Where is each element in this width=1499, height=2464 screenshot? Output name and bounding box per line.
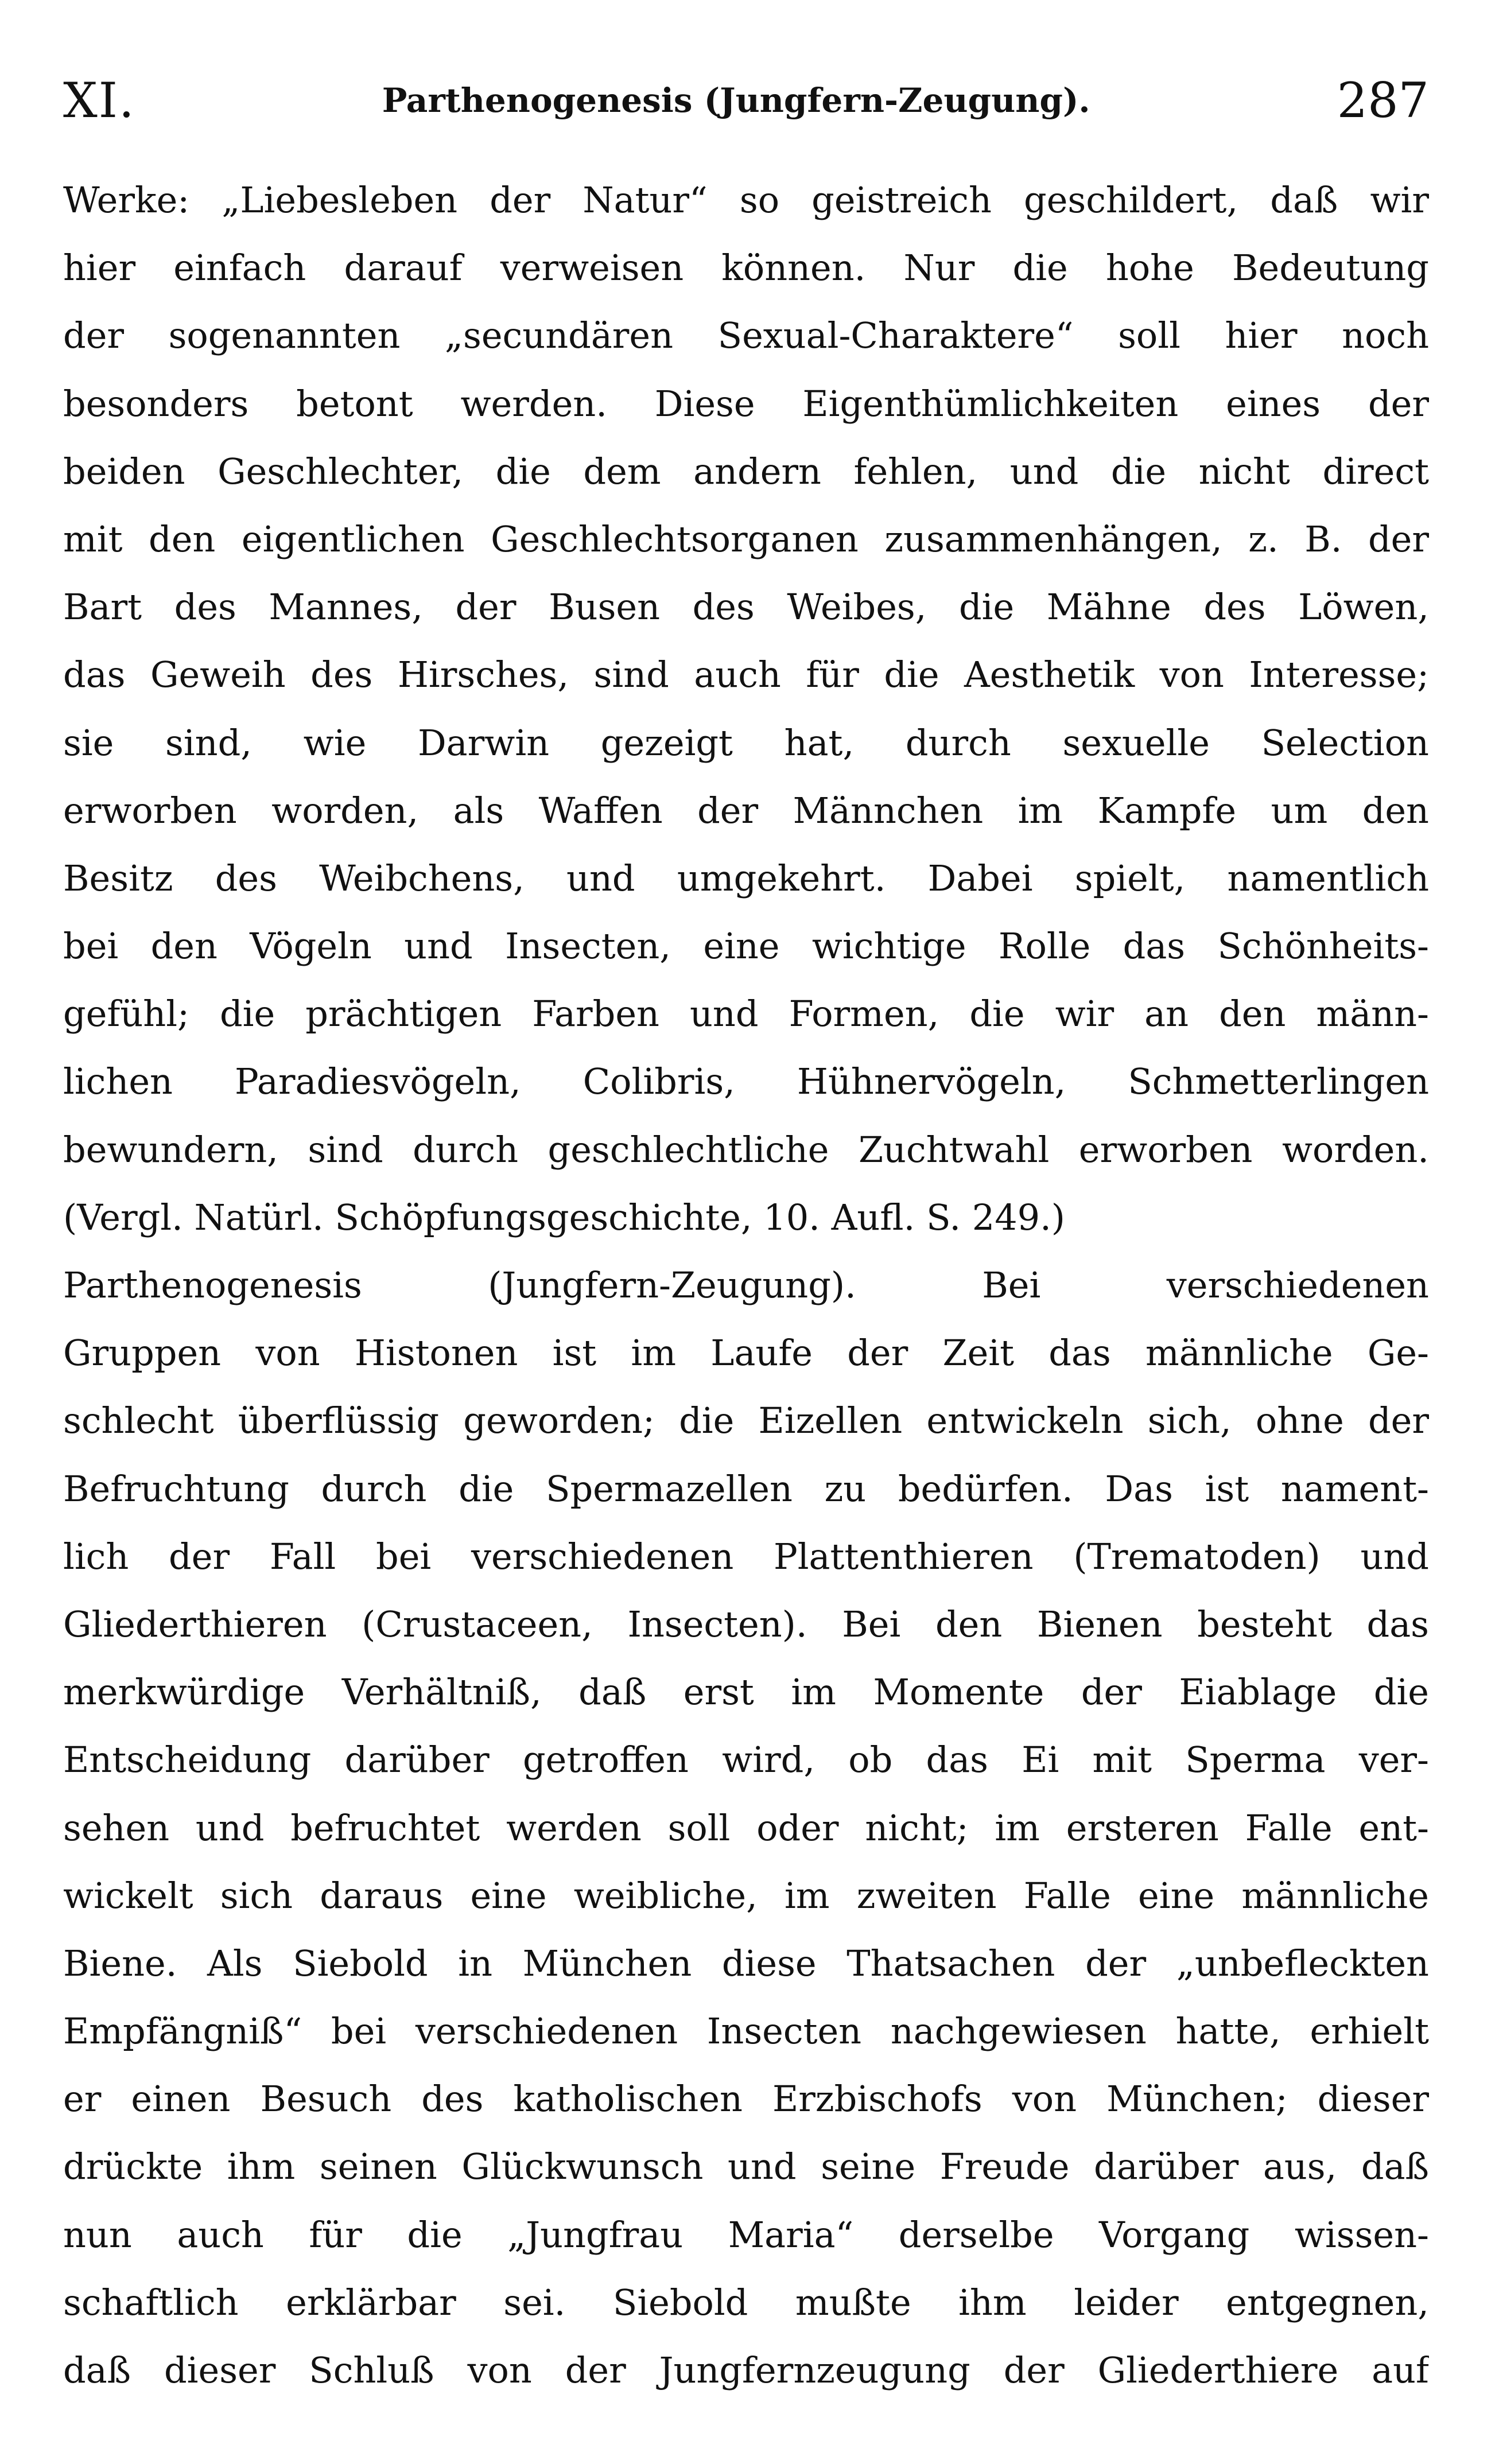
text-line: Besitz des Weibchens, und umgekehrt. Dabei spielt, namentlich — [63, 857, 1429, 899]
page-header — [63, 69, 1429, 132]
text-line: sehen und befruchtet werden soll oder nicht; im ersteren Falle ent- — [63, 1806, 1429, 1849]
text-line: merkwürdige Verhältniß, daß erst im Momente der Eiablage die — [63, 1671, 1429, 1713]
text-line: beiden Geschlechter, die dem andern fehlen, und die nicht direct — [63, 450, 1429, 492]
text-line: (Vergl. Natürl. Schöpfungsgeschichte, 10. Aufl. S. 249.) — [63, 1196, 1065, 1238]
text-line: daß dieser Schluß von der Jungfernzeugung der Gliederthiere auf — [63, 2349, 1429, 2391]
page-number: 287 — [1337, 72, 1429, 129]
text-line: bei den Vögeln und Insecten, eine wichtige Rolle das Schönheits- — [63, 925, 1429, 967]
text-line: Empfängniß“ bei verschiedenen Insecten nachgewiesen hatte, erhielt — [63, 2010, 1429, 2053]
text-line: erworben worden, als Waffen der Männchen im Kampfe um den — [63, 789, 1429, 831]
text-line: mit den eigentlichen Geschlechtsorganen zusammenhängen, z. B. der — [63, 518, 1429, 560]
text-line: hier einfach darauf verweisen können. Nur die hohe Bedeutung — [63, 247, 1429, 289]
text-line: schlecht überflüssig geworden; die Eizellen entwickeln sich, ohne der — [63, 1400, 1429, 1442]
text-line: Werke: „Liebesleben der Natur“ so geistreich geschildert, daß wir — [63, 179, 1429, 221]
text-line: das Geweih des Hirsches, sind auch für die Aesthetik von Interesse; — [63, 654, 1429, 696]
text-line: schaftlich erklärbar sei. Siebold mußte ihm leider entgegnen, — [63, 2281, 1429, 2323]
text-line: er einen Besuch des katholischen Erzbischofs von München; dieser — [63, 2078, 1429, 2120]
text-line: drückte ihm seinen Glückwunsch und seine Freude darüber aus, daß — [63, 2146, 1429, 2188]
running-title: Parthenogenesis (Jungfern-Zeugung). — [382, 81, 1090, 120]
text-line: der sogenannten „secundären Sexual-Charaktere“ soll hier noch — [63, 314, 1429, 357]
text-line: lichen Paradiesvögeln, Colibris, Hühnervögeln, Schmetterlingen — [63, 1060, 1429, 1103]
text-line: besonders betont werden. Diese Eigenthümlichkeiten eines der — [63, 382, 1429, 425]
text-line: Gliederthieren (Crustaceen, Insecten). Bei den Bienen besteht das — [63, 1603, 1429, 1645]
text-line: nun auch für die „Jungfrau Maria“ derselbe Vorgang wissen- — [63, 2213, 1429, 2256]
text-line: Befruchtung durch die Spermazellen zu bedürfen. Das ist nament- — [63, 1467, 1429, 1510]
text-line: bewundern, sind durch geschlechtliche Zuchtwahl erworben worden. — [63, 1128, 1429, 1171]
text-line: lich der Fall bei verschiedenen Plattenthieren (Trematoden) und — [63, 1535, 1429, 1577]
text-line: wickelt sich daraus eine weibliche, im zweiten Falle eine männliche — [63, 1874, 1429, 1917]
text-line: Biene. Als Siebold in München diese Thatsachen der „unbefleckten — [63, 1942, 1429, 1984]
text-line: Bart des Mannes, der Busen des Weibes, die Mähne des Löwen, — [63, 586, 1429, 628]
text-line: gefühl; die prächtigen Farben und Formen, die wir an den männ- — [63, 993, 1429, 1035]
section-heading-line: Parthenogenesis (Jungfern-Zeugung). Bei verschiedenen — [63, 1264, 1429, 1306]
text-line: sie sind, wie Darwin gezeigt hat, durch sexuelle Selection — [63, 721, 1429, 764]
body-text — [63, 166, 1429, 2404]
text-line: Gruppen von Histonen ist im Laufe der Zeit das männliche Ge- — [63, 1332, 1429, 1374]
chapter-number: XI. — [63, 72, 135, 129]
text-line: Entscheidung darüber getroffen wird, ob das Ei mit Sperma ver- — [63, 1739, 1429, 1781]
